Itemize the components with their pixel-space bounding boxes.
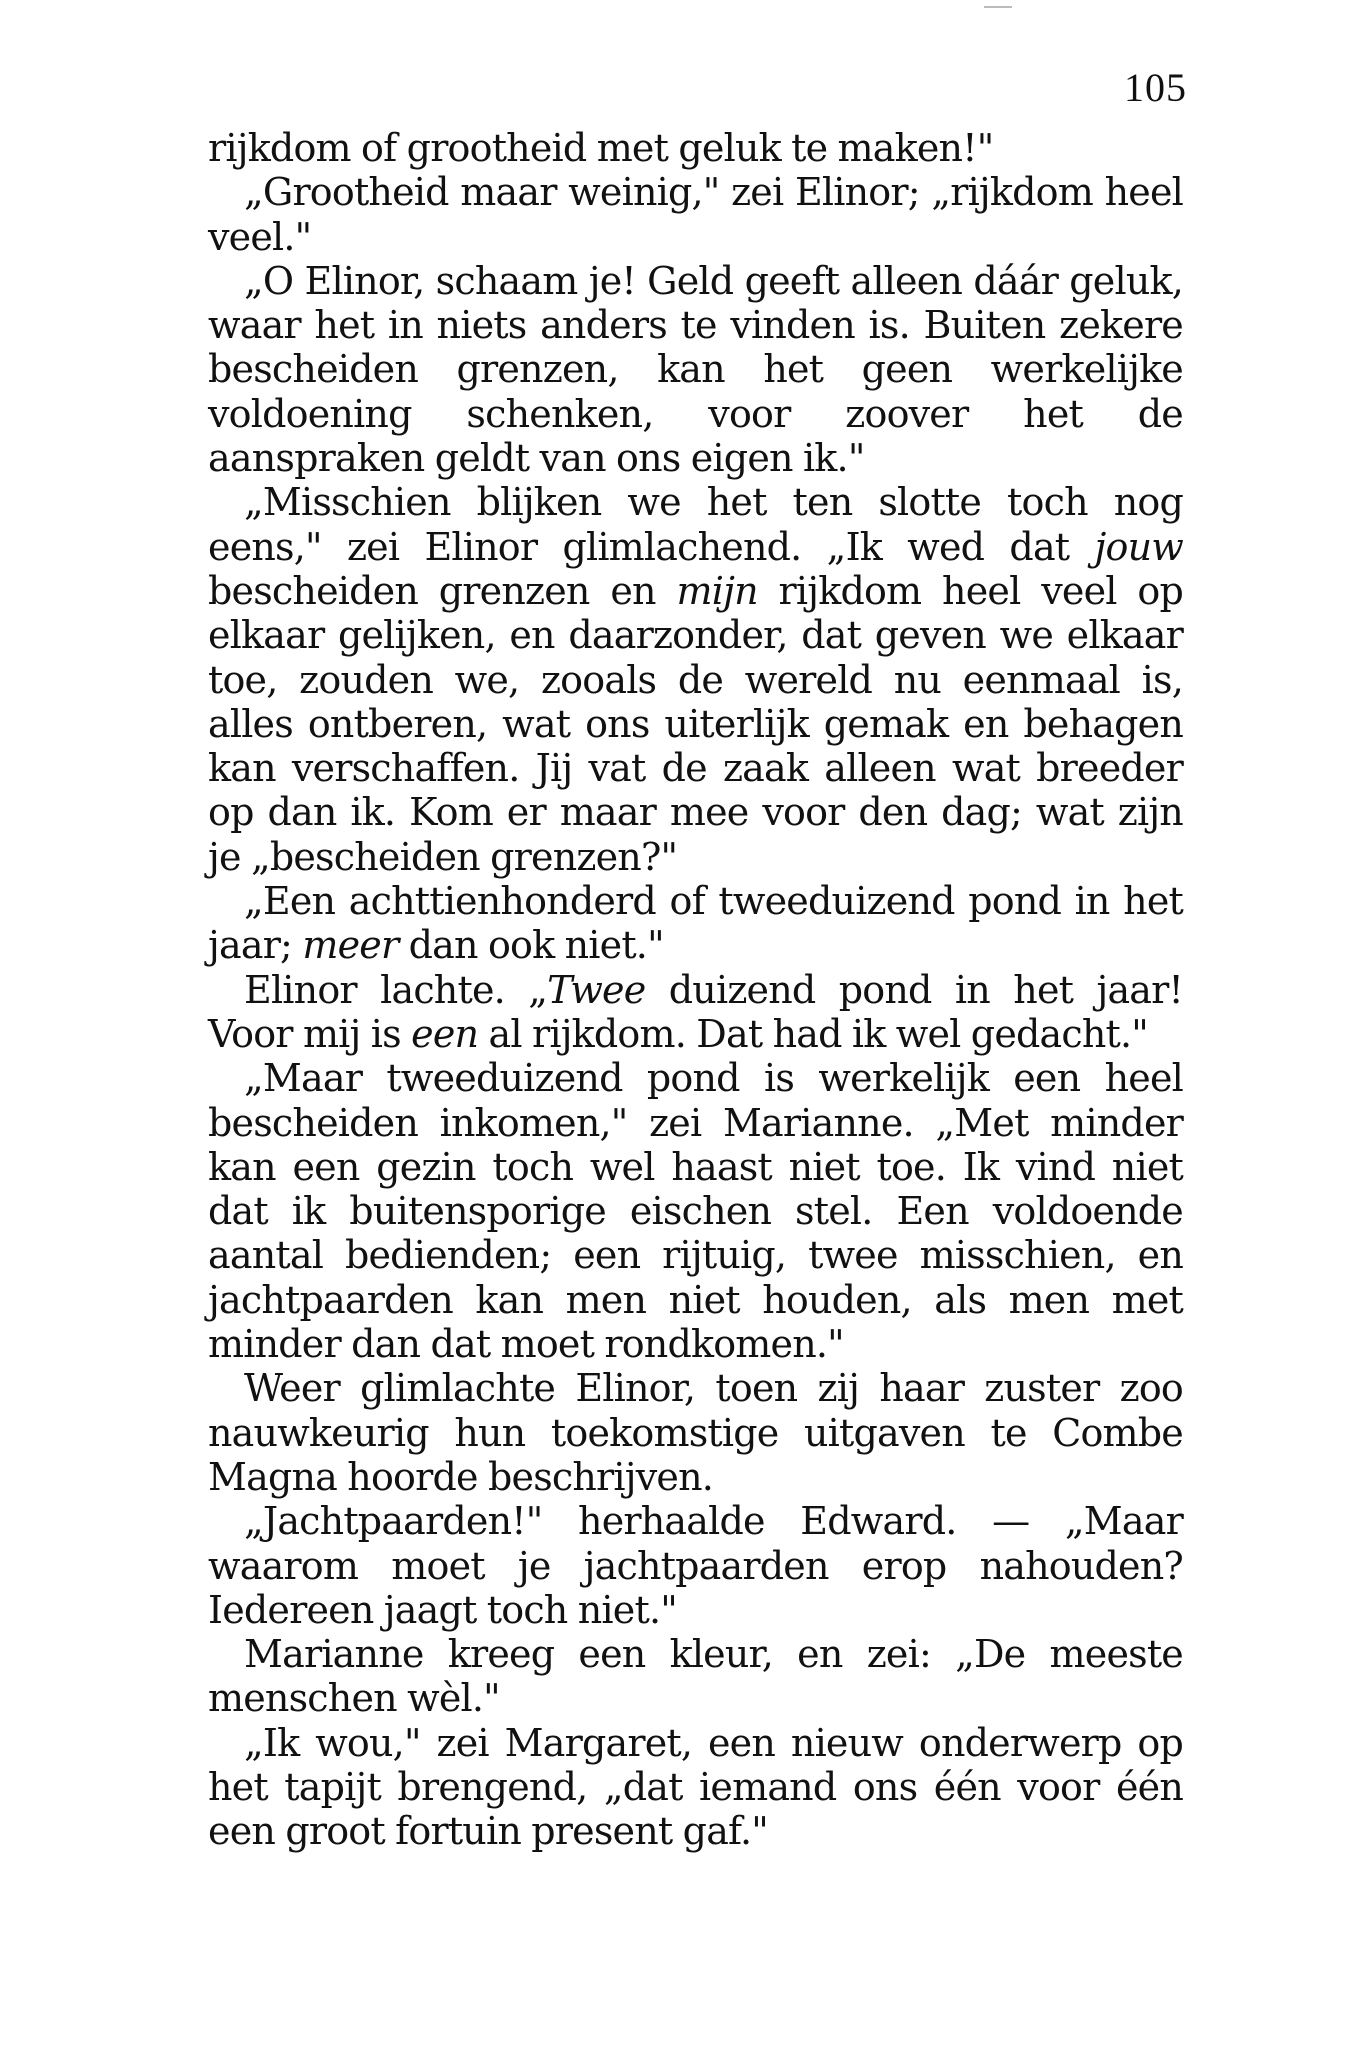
paragraph [208, 259, 1183, 480]
text-run: „Een achttienhonderd of tweeduizend pond in het jaar; [208, 879, 1183, 968]
text-run: „Maar tweeduizend pond is werkelijk een heel bescheiden inkomen," zei Marianne. „Met minder kan een gezin toch wel haast niet toe. Ik vind niet dat ik buitensporige eischen stel. Een voldoende aantal bedienden; een rijtuig, twee misschien, en jachtpaarden kan men niet houden, als men met minder dan dat moet rondkomen." [208, 1056, 1183, 1367]
text-run: „Misschien blijken we het ten slotte toch nog eens," zei Elinor glimlachend. „Ik wed dat [208, 480, 1183, 569]
paragraph [208, 1056, 1183, 1366]
text-run: rijkdom heel veel op elkaar gelijken, en daarzonder, dat geven we elkaar toe, zouden we, zooals de wereld nu eenmaal is, alles ontberen, wat ons uiterlijk gemak en behagen kan verschaffen. Jij vat de zaak alleen wat breeder op dan ik. Kom er maar mee voor den dag; wat zijn je „bescheiden grenzen?" [208, 568, 1183, 879]
text-run: rijkdom of grootheid met geluk te maken!" [208, 126, 994, 170]
paragraph [208, 480, 1183, 879]
emphasis-text: mijn [676, 568, 758, 613]
page-number: 105 [1124, 65, 1187, 110]
text-run: duizend pond in het jaar! Voor mij is [208, 967, 1183, 1056]
emphasis-text: Twee [547, 967, 646, 1012]
text-run: Marianne kreeg een kleur, en zei: „De meeste menschen wèl." [208, 1632, 1183, 1721]
paragraph [208, 170, 1183, 259]
text-run: Elinor lachte. „ [244, 967, 548, 1012]
paragraph [208, 1366, 1183, 1499]
emphasis-text: meer [302, 923, 399, 968]
text-run: „O Elinor, schaam je! Geld geeft alleen dáár geluk, waar het in niets anders te vinden is. Buiten zekere bescheiden grenzen, kan het geen werkelijke voldoening schenken, voor zoover het de aanspraken geldt van ons eigen ik." [208, 258, 1183, 481]
text-run: „Jachtpaarden!" herhaalde Edward. — „Maar waarom moet je jachtpaarden erop nahouden? Iedereen jaagt toch niet." [208, 1499, 1183, 1632]
paragraph [208, 1632, 1183, 1721]
paragraph [208, 1499, 1183, 1632]
body-text [208, 126, 1183, 1854]
text-run: „Grootheid maar weinig," zei Elinor; „rijkdom heel veel." [208, 170, 1183, 259]
paragraph [208, 879, 1183, 968]
text-run: dan ook niet." [398, 923, 664, 968]
paragraph [208, 1721, 1183, 1854]
paragraph [208, 968, 1183, 1057]
text-run: Weer glimlachte Elinor, toen zij haar zuster zoo nauwkeurig hun toekomstige uitgaven te Combe Magna hoorde beschrijven. [208, 1366, 1183, 1499]
text-run: bescheiden grenzen en [208, 568, 677, 613]
paragraph [208, 126, 1183, 170]
page-edge-mark [984, 6, 1012, 8]
text-run: „Ik wou," zei Margaret, een nieuw onderwerp op het tapijt brengend, „dat iemand ons één voor één een groot fortuin present gaf." [208, 1720, 1183, 1854]
emphasis-text: een [411, 1011, 479, 1056]
text-run: al rijkdom. Dat had ik wel gedacht." [478, 1011, 1148, 1056]
emphasis-text: jouw [1094, 524, 1183, 569]
